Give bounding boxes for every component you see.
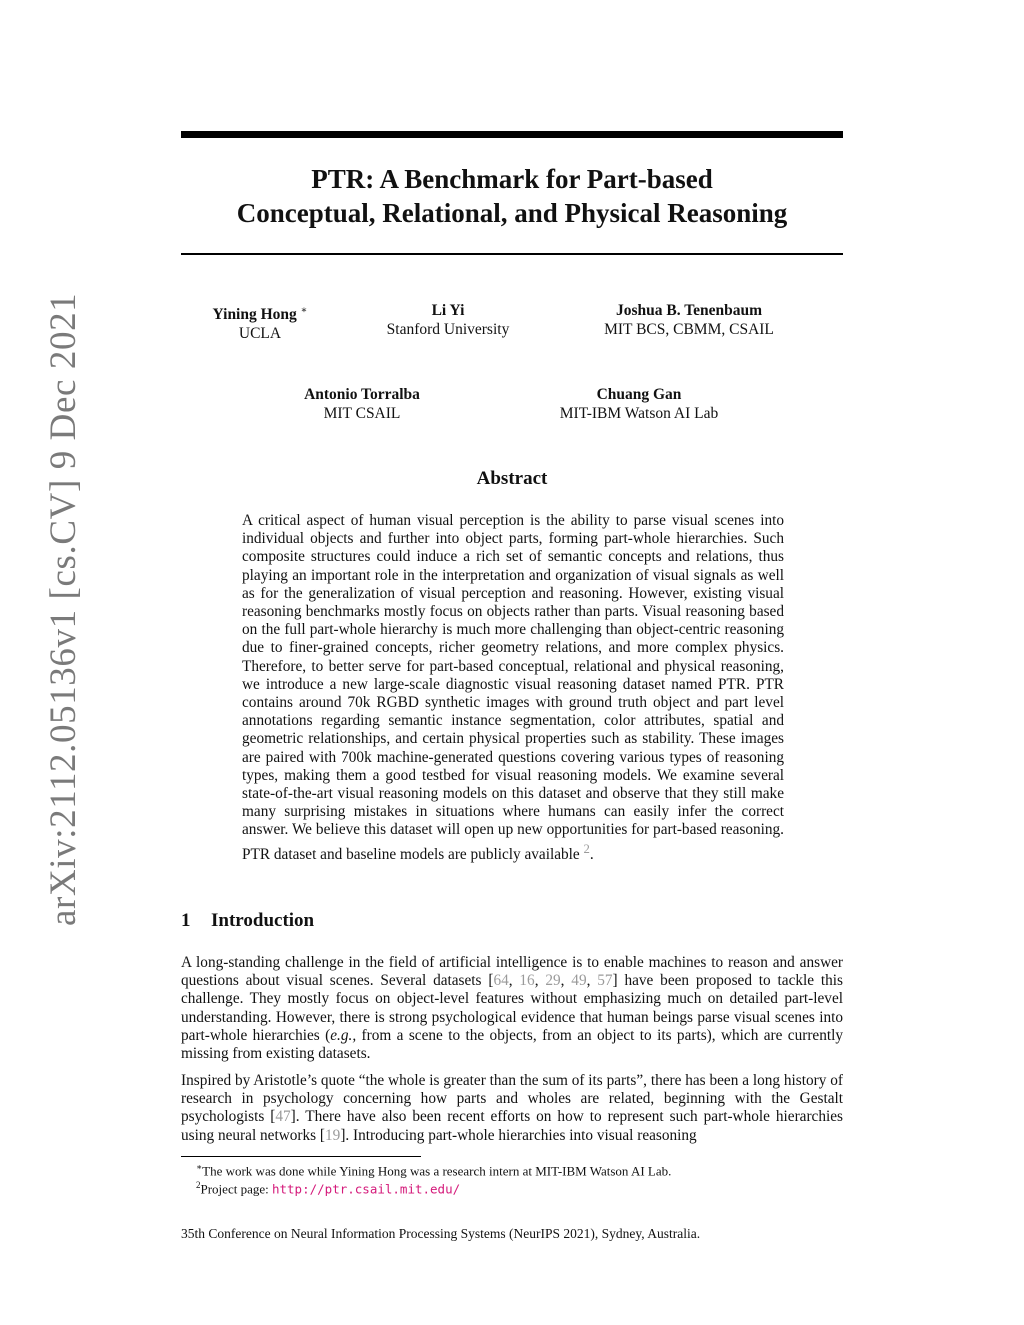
citation-link[interactable]: 16 [519, 972, 535, 990]
author-1-affiliation: UCLA [238, 325, 282, 343]
para1-text-1: A long-standing challenge in the field of artificial intelligence is to enable machines to reason and answer questions about visual scenes. Several datasets [ [181, 954, 843, 990]
footnote-1-text: The work was done while Yining Hong was a research intern at MIT-IBM Watson AI Lab. [202, 1163, 672, 1179]
author-1 [180, 301, 340, 343]
project-page-link[interactable]: http://ptr.csail.mit.edu/ [271, 1181, 461, 1197]
section-number: 1 [181, 910, 191, 931]
title-line-2: Conceptual, Relational, and Physical Reasoning [236, 198, 788, 228]
arxiv-identifier: arXiv:2112.05136v1 [cs.CV] 9 Dec 2021 [43, 292, 84, 926]
citation-link[interactable]: 47 [275, 1108, 291, 1126]
author-3-name: Joshua B. Tenenbaum [615, 302, 763, 319]
footnote-1-mark: ∗ [196, 1162, 203, 1172]
title-bottom-rule [181, 253, 843, 255]
author-4-affiliation: MIT CSAIL [323, 405, 401, 422]
abstract-text: A critical aspect of human visual perception is the ability to parse visual scenes into individual objects and further into object parts, forming part-whole hierarchies. Such composite structures could induce a rich set of semantic concepts and relations, thus playing an important role in the interpretation and organization of visual signals as well as for the generalization of visual perception and reasoning. However, existing visual reasoning benchmarks mostly focus on objects rather than parts. Visual reasoning based on the full part-whole hierarchy is much more challenging than object-centric reasoning due to finer-grained concepts, richer geometry relations, and more complex physics. Therefore, to better serve for part-based conceptual, relational and physical reasoning, we introduce a new large-scale diagnostic visual reasoning dataset named PTR. PTR contains around 70k RGBD synthetic images with ground truth object and part level annotations regarding semantic instance segmentation, color attributes, spatial and geometric relationships, and certain physical properties such as stability. These images are paired with 700k machine-generated questions covering various types of reasoning types, making them a good testbed for visual reasoning models. We examine several state-of-the-art visual reasoning models on this dataset and observe that they still make many surprising mistakes in situations where humans can easily infer the correct answer. We believe this dataset will open up new opportunities for part-based reasoning. PTR dataset and baseline models are publicly available [242, 512, 784, 863]
author-5-affiliation: MIT-IBM Watson AI Lab [559, 405, 719, 422]
para1-text-3: from a scene to the objects, from an object to its parts), which are currently missing from existing datasets. [181, 1026, 843, 1063]
author-4-name: Antonio Torralba [304, 386, 420, 403]
section-title: Introduction [211, 910, 315, 931]
citation-link[interactable]: 29 [545, 972, 561, 990]
abstract-body [242, 512, 784, 864]
citation-separator: , [508, 972, 520, 990]
citation-link[interactable]: 49 [571, 972, 587, 990]
para2-text-1: Inspired by Aristotle’s quote “the whole is greater than the sum of its parts”, there has been a long history of research in psychology concerning how parts and wholes are related, beginning with the Gestalt psychologists [ [181, 1072, 843, 1126]
citation-separator: , [560, 972, 572, 990]
citation-separator: , [586, 972, 598, 990]
citation-link[interactable]: 57 [597, 972, 613, 990]
abstract-heading: Abstract [476, 468, 548, 489]
author-2-name: Li Yi [431, 302, 465, 319]
author-1-name: Yining Hong [212, 306, 297, 324]
section-heading [181, 910, 314, 932]
conference-footer: 35th Conference on Neural Information Processing Systems (NeurIPS 2021), Sydney, Australia. [181, 1226, 701, 1241]
para2-text-2: ]. There have also been recent efforts on how to represent such part-whole hierarchies using neural networks [ [181, 1108, 843, 1144]
author-3-affiliation: MIT BCS, CBMM, CSAIL [604, 321, 774, 338]
paper-title [181, 162, 843, 230]
citation-separator: , [534, 972, 546, 990]
author-4 [282, 385, 442, 423]
author-2 [358, 301, 538, 339]
para1-eg: e.g., [330, 1026, 357, 1044]
title-line-1: PTR: A Benchmark for Part-based [311, 164, 713, 194]
intro-paragraph-2 [181, 1072, 843, 1145]
author-5 [539, 385, 739, 423]
author-3 [574, 301, 804, 339]
author-2-affiliation: Stanford University [386, 321, 510, 338]
abstract-end: . [589, 845, 594, 863]
footnote-2 [196, 1177, 460, 1197]
footnote-2-text: Project page: [200, 1181, 272, 1197]
citation-link[interactable]: 64 [493, 972, 509, 990]
para1-text-2: ] have been proposed to tackle this challenge. They mostly focus on object-level features without emphasizing much on detailed part-level understanding. However, there is strong psychological evidence that human beings parse visual scenes into part-whole hierarchies ( [181, 972, 843, 1044]
para2-text-3: ]. Introducing part-whole hierarchies into visual reasoning [340, 1126, 697, 1144]
footnote-ref-2[interactable]: 2 [583, 841, 590, 856]
footnote-rule [181, 1156, 421, 1157]
author-1-mark: ∗ [300, 305, 308, 316]
intro-paragraph-1 [181, 954, 843, 1063]
citation-link[interactable]: 19 [325, 1126, 341, 1144]
footnote-2-mark: 2 [196, 1180, 201, 1190]
author-5-name: Chuang Gan [596, 386, 682, 403]
title-top-rule [181, 131, 843, 138]
